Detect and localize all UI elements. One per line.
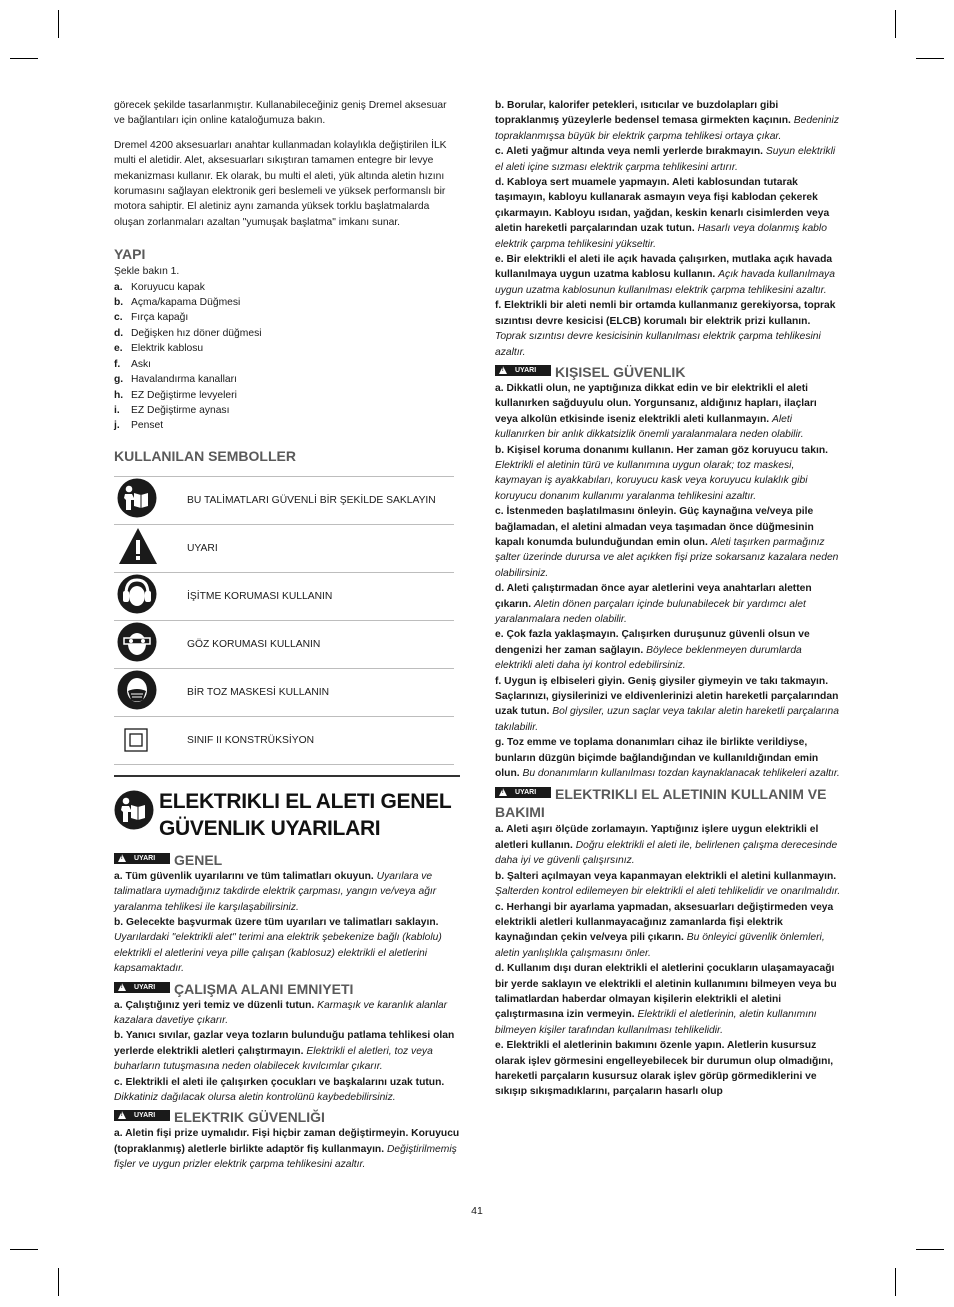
rule-item: a. Aleti aşırı ölçüde zorlamayın. Yaptığınız işlere uygun elektrikli el aletleri kullanın. Doğru elektrikli el aleti ile, belirlenen çalışma derecesinde daha iyi ve güvenli çalışırsınız.	[495, 824, 838, 867]
section-heading-kullanim: ! UYARI ELEKTRIKLI EL ALETININ KULLANIM VE BAKIMI	[495, 785, 841, 821]
ear-protection-icon	[117, 574, 157, 614]
section-divider	[114, 775, 460, 777]
section-heading-kisisel: ! UYARI KIŞISEL GÜVENLIK	[495, 364, 841, 380]
rule-item: d. Kabloya sert muamele yapmayın. Aleti kablosundan tutarak taşımayın, kabloyu kullanarak asmayın veya fişi kablodan çekerek çıkarmayın. Kabloyu ısıdan, yağdan, keskin kenarlı cisimlerden veya aletin hareketli parçalarından uzak tutun. Hasarlı veya dolanmış kablo elektrik çarpma tehlikesini yükseltir.	[495, 177, 830, 250]
rule-item: c. Elektrikli el aleti ile çalışırken çocukları ve başkalarını uzak tutun. Dikkatiniz dağılacak olursa aletin kontrolünü kaybedebilirsiniz.	[114, 1076, 445, 1103]
list-item: i. EZ Değiştirme aynası	[114, 404, 230, 416]
table-row	[114, 524, 454, 572]
right-column	[495, 98, 841, 1100]
warning-triangle-icon	[117, 526, 159, 566]
symbol-label: BU TALİMATLARI GÜVENLİ BİR ŞEKİLDE SAKLAYIN	[187, 476, 454, 524]
rule-item: a. Dikkatli olun, ne yaptığınıza dikkat edin ve bir elektrikli el aleti kullanırken sağduyulu olun. Yorgunsanız, aldığınız hapları, ilaçları veya alkolün etkisinde iseniz elektrikli aleti kullanmayın. Aleti kullanırken bir anlık dikkatsizlik önemli yaralanmalara neden olabilir.	[495, 382, 817, 441]
list-item: e. Elektrik kablosu	[114, 343, 204, 355]
eye-protection-icon	[117, 622, 157, 662]
yapi-list	[114, 280, 460, 434]
main-title	[114, 787, 460, 842]
symbol-label: SINIF II KONSTRÜKSİYON	[187, 716, 454, 764]
list-item: a. Koruyucu kapak	[114, 281, 205, 293]
rule-item: b. Borular, kalorifer petekleri, ısıtıcılar ve buzdolapları gibi topraklanmış yüzeylerle bedensel temasa girmekten kaçının. Bedeniniz topraklanmışsa büyük bir elektrik çarpma tehlikesi ortaya çıkar.	[495, 100, 839, 142]
table-row	[114, 476, 454, 524]
list-item: d. Değişken hız döner düğmesi	[114, 327, 262, 339]
rule-item: e. Çok fazla yaklaşmayın. Çalışırken duruşunuz güvenli olsun ve dengenizi her zaman sağlayın. Böylece beklenmeyen durumlarda elektrikli aleti daha iyi kontrol edebilirsiniz.	[495, 629, 810, 672]
section-heading-elektrik: ! UYARI ELEKTRIK GÜVENLIĞI	[114, 1109, 460, 1125]
warning-triangle-icon	[499, 366, 507, 374]
symbol-label: BİR TOZ MASKESİ KULLANIN	[187, 668, 454, 716]
list-item: j. Penset	[114, 420, 164, 432]
read-manual-icon	[114, 790, 154, 830]
symbols-heading: KULLANILAN SEMBOLLER	[114, 447, 296, 464]
rule-item: b. Şalteri açılmayan veya kapanmayan elektrikli el aletini kullanmayın. Şalterden kontrol edilemeyen bir elektrikli el aleti tehlikelidir ve onarılmalıdır.	[495, 870, 841, 898]
list-item: b. Açma/kapama Düğmesi	[114, 297, 241, 309]
section-heading-genel: ! UYARI GENEL	[114, 852, 460, 868]
class-ii-icon	[117, 718, 157, 758]
rule-item: f. Elektrikli bir aleti nemli bir ortamda kullanmanız gerekiyorsa, toprak sızıntısı devre kesicisi (ELCB) korumalı bir elektrik prizi kullanın. Toprak sızıntısı devre kesicisinin kullanılması elektrik çarpma tehlikesini azaltır.	[495, 300, 836, 358]
rule-item: b. Yanıcı sıvılar, gazlar veya tozların bulunduğu patlama tehlikesi olan yerlerde elektrikli aletleri çalıştırmayın. Elektrikli el aletleri, toz veya buharların tutuşmasına neden olabilecek kıvılcımlar çıkarır.	[114, 1030, 455, 1073]
rule-item: a. Tüm güvenlik uyarılarını ve tüm talimatları okuyun. Uyarılara ve talimatlara uymadığınız takdirde elektrik çarpması, yangın ve/veya ağır yaralanma tehlikesi ile karşılaşabilirsiniz.	[114, 870, 437, 913]
rule-item: c. Aleti yağmur altında veya nemli yerlerde bırakmayın. Suyun elektrikli el aleti içine sızması elektrik çarpma tehlikesini artırır.	[495, 146, 836, 173]
main-title-text: ELEKTRIKLI EL ALETI GENEL GÜVENLIK UYARILARI	[159, 789, 452, 840]
page-number: 41	[471, 1205, 483, 1217]
warning-triangle-icon	[499, 788, 507, 796]
crop-mark	[58, 1268, 59, 1296]
list-item: f. Askı	[114, 358, 152, 370]
warning-badge: ! UYARI	[495, 365, 551, 376]
warning-triangle-icon	[118, 854, 126, 862]
read-manual-icon	[117, 478, 157, 518]
section-heading-calisma: ! UYARI ÇALIŞMA ALANI EMNIYETI	[114, 981, 460, 997]
rule-item: c. Herhangi bir ayarlama yapmadan, aksesuarları değiştirmeden veya elektrikli aletleri kullanmayacağınız zamanlarda fişi elektrik kaynağından çekin ve/veya pili çıkarın. Bu önleyici güvenlik önlemleri, aletin yanlışlıkla çalışmasını önler.	[495, 901, 834, 959]
yapi-intro: Şekle bakın 1.	[114, 266, 180, 278]
warning-badge: ! UYARI	[114, 1110, 170, 1121]
warning-badge: ! UYARI	[114, 853, 170, 864]
rule-item: e. Elektrikli el aletlerinin bakımını özenle yapın. Aletlerin kusursuz olarak işlev görmesini engelleyebilecek bir durumun olup olmadığını, hareketli parçaların kusursuz olarak işlev görüp görmediklerini ve sıkışıp sıkışmadıklarını, parçaların hasarlı olup	[495, 1040, 834, 1098]
rule-item: g. Toz emme ve toplama donanımları cihaz ile birlikte verildiyse, bunların düzgün biçimde bağlandığından ve kullanıldığından emin olun. Bu donanımların kullanılması tozdan kaynaklanacak tehlikeleri azaltır.	[495, 737, 840, 780]
rule-item: f. Uygun iş elbiseleri giyin. Geniş giysiler giymeyin ve takı takmayın. Saçlarınızı, giysilerinizi ve eldivenlerinizi aletin hareketli parçalarından uzak tutun. Bol giysiler, uzun saçlar veya takılar aletin hareketli parçalarına takılabilir.	[495, 675, 839, 733]
symbol-label: İŞİTME KORUMASI KULLANIN	[187, 572, 454, 620]
table-row	[114, 572, 454, 620]
rule-item: b. Gelecekte başvurmak üzere tüm uyarıları ve talimatları saklayın. Uyarılardaki "elektrikli alet" terimi ana elektrik şebekenize bağlı (kablolu) elektrikli el aletlerini veya pille çalışan (kablosuz) elektrikli el aletlerini kapsamaktadır.	[114, 916, 442, 975]
rule-item: d. Kullanım dışı duran elektrikli el aletlerini çocukların ulaşamayacağı bir yerde saklayın ve elektrikli el aletinin kullanımını bilmeyen veya bu talimatlardan haberdar olmayan kişilerin elektrikli el aletini çalıştırmasına izin vermeyin. Elektrikli el aletlerinin, aletin kullanımını bilmeyen kişiler tarafından kullanılması tehlikelidir.	[495, 963, 837, 1036]
symbol-label: GÖZ KORUMASI KULLANIN	[187, 620, 454, 668]
rule-item: d. Aleti çalıştırmadan önce ayar aletlerini veya anahtarları aletten çıkarın. Aletin dönen parçaları içinde bulunabilecek bir yardımcı alet yaralanmalara neden olabilir.	[495, 583, 812, 625]
list-item: c. Fırça kapağı	[114, 312, 189, 324]
dust-mask-icon	[117, 670, 157, 710]
rule-item: e. Bir elektrikli el aleti ile açık havada çalışırken, mutlaka açık havada kullanılmaya uygun uzatma kablosu kullanın. Açık havada kullanılmaya uygun uzatma kablosunun kullanılması elektrik çarpma tehlikesini azaltır.	[495, 254, 835, 296]
warning-badge: ! UYARI	[495, 787, 551, 798]
intro-paragraph: görecek şekilde tasarlanmıştır. Kullanabileceğiniz geniş Dremel aksesuar ve bağlantıları için online kataloğumuza bakın.	[114, 100, 447, 127]
intro-paragraph: Dremel 4200 aksesuarları anahtar kullanmadan kolaylıkla değiştirilen İLK multi el aletidir. Alet, aksesuarları sıkıştıran tamamen entegre bir levye mekanizması kullanır. Ek olarak, bu multi el aleti, yük altında aletin hızını korumasını sağlayan elektronik geri beslemeli ve yüksek performanslı bir motora sahiptir. El aletiniz aynı zamanda yüksek torklu başlatmalarda oluşan zorlanmaları azaltan "yumuşak başlatma" imkanı sunar.	[114, 139, 447, 228]
yapi-heading: YAPI	[114, 246, 146, 263]
rule-item: a. Çalıştığınız yeri temiz ve düzenli tutun. Karmaşık ve karanlık alanlar kazalara davetiye çıkarır.	[114, 999, 448, 1026]
crop-mark	[58, 10, 59, 38]
rule-item: b. Kişisel koruma donanımı kullanın. Her zaman göz koruyucu takın. Elektrikli el aletinin türü ve kullanımına uygun olarak; toz maskesi, kaymayan iş ayakkabıları, koruyucu kask veya koruyucu kulaklık gibi koruyucu donanım kullanımı yaralanma tehlikesini azaltır.	[495, 444, 829, 502]
left-column	[114, 98, 460, 1173]
warning-badge: ! UYARI	[114, 982, 170, 993]
symbols-table	[114, 476, 454, 765]
table-row	[114, 668, 454, 716]
warning-triangle-icon	[118, 1111, 126, 1119]
list-item: g. Havalandırma kanalları	[114, 374, 237, 386]
rule-item: a. Aletin fişi prize uymalıdır. Fişi hiçbir zaman değiştirmeyin. Koruyucu (topraklanmış) aletlerle birlikte adaptör fiş kullanmayın. Değiştirilmemiş fişler ve uygun prizler elektrik çarpma tehlikesini azaltır.	[114, 1128, 460, 1171]
rule-item: c. İstenmeden başlatılmasını önleyin. Güç kaynağına ve/veya pile bağlamadan, el aletini almadan veya taşımadan önce düğmesinin kapalı konumda bulunduğundan emin olun. Aleti taşırken parmağınız şalter üzerinde durursa ve alet açıkken fişi prize sokarsanız kazalara neden olabilirsiniz.	[495, 506, 839, 579]
crop-mark	[895, 1268, 896, 1296]
crop-mark	[916, 1249, 944, 1250]
warning-triangle-icon	[118, 983, 126, 991]
list-item: h. EZ Değiştirme levyeleri	[114, 389, 237, 401]
table-row	[114, 620, 454, 668]
crop-mark	[916, 58, 944, 59]
crop-mark	[10, 1249, 38, 1250]
crop-mark	[895, 10, 896, 38]
symbol-label: UYARI	[187, 524, 454, 572]
table-row	[114, 716, 454, 764]
crop-mark	[10, 58, 38, 59]
